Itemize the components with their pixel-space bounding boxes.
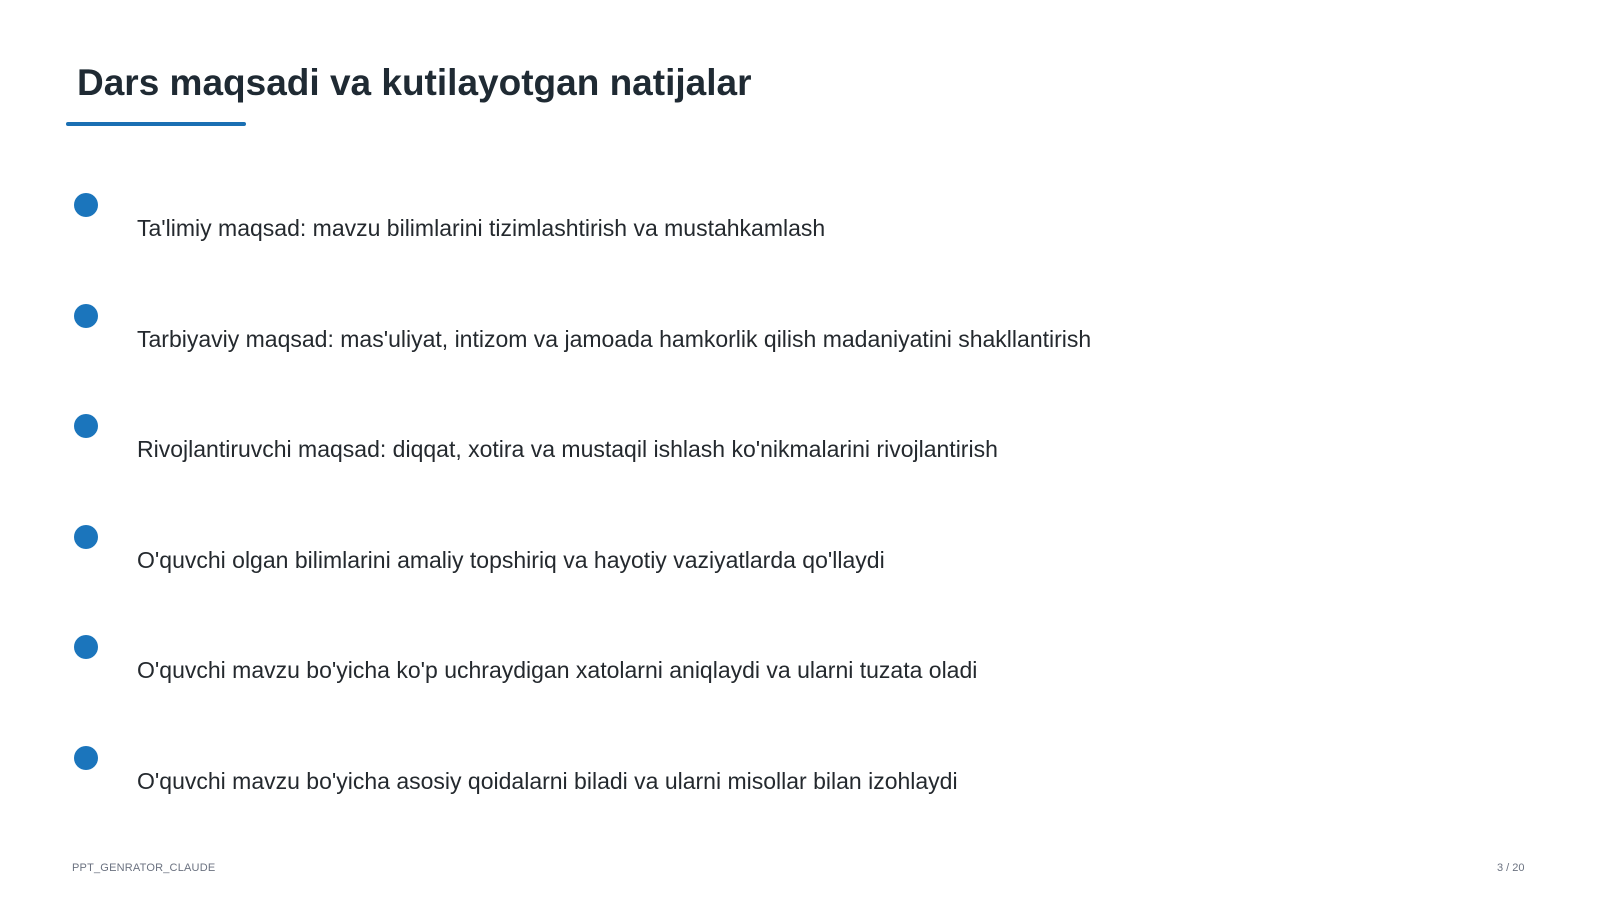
footer-generator-label: PPT_GENRATOR_CLAUDE <box>72 862 216 874</box>
bullet-text: Ta'limiy maqsad: mavzu bilimlarini tizimlashtirish va mustahkamlash <box>137 215 826 241</box>
bullet-item <box>0 635 1400 695</box>
bullet-dot-icon <box>74 525 98 549</box>
bullet-item <box>0 525 1400 585</box>
slide-title: Dars maqsadi va kutilayotgan natijalar <box>77 62 752 103</box>
bullet-dot-icon <box>74 746 98 770</box>
bullet-dot-icon <box>74 414 98 438</box>
bullet-dot-icon <box>74 304 98 328</box>
bullet-item <box>0 746 1400 806</box>
bullet-text: O'quvchi olgan bilimlarini amaliy topshiriq va hayotiy vaziyatlarda qo'llaydi <box>137 547 885 573</box>
title-underline <box>66 122 246 126</box>
bullet-dot-icon <box>74 635 98 659</box>
bullet-text: O'quvchi mavzu bo'yicha asosiy qoidalarni biladi va ularni misollar bilan izohlaydi <box>137 768 958 794</box>
page-indicator: 3 / 20 <box>1497 862 1525 874</box>
bullet-text: O'quvchi mavzu bo'yicha ko'p uchraydigan xatolarni aniqlaydi va ularni tuzata oladi <box>137 657 978 683</box>
bullet-text: Tarbiyaviy maqsad: mas'uliyat, intizom va jamoada hamkorlik qilish madaniyatini shakllantirish <box>137 326 1092 352</box>
bullet-item <box>0 193 1400 253</box>
bullet-item <box>0 414 1400 474</box>
bullet-item <box>0 304 1400 364</box>
bullet-text: Rivojlantiruvchi maqsad: diqqat, xotira va mustaqil ishlash ko'nikmalarini rivojlantirish <box>137 436 998 462</box>
bullet-dot-icon <box>74 193 98 217</box>
